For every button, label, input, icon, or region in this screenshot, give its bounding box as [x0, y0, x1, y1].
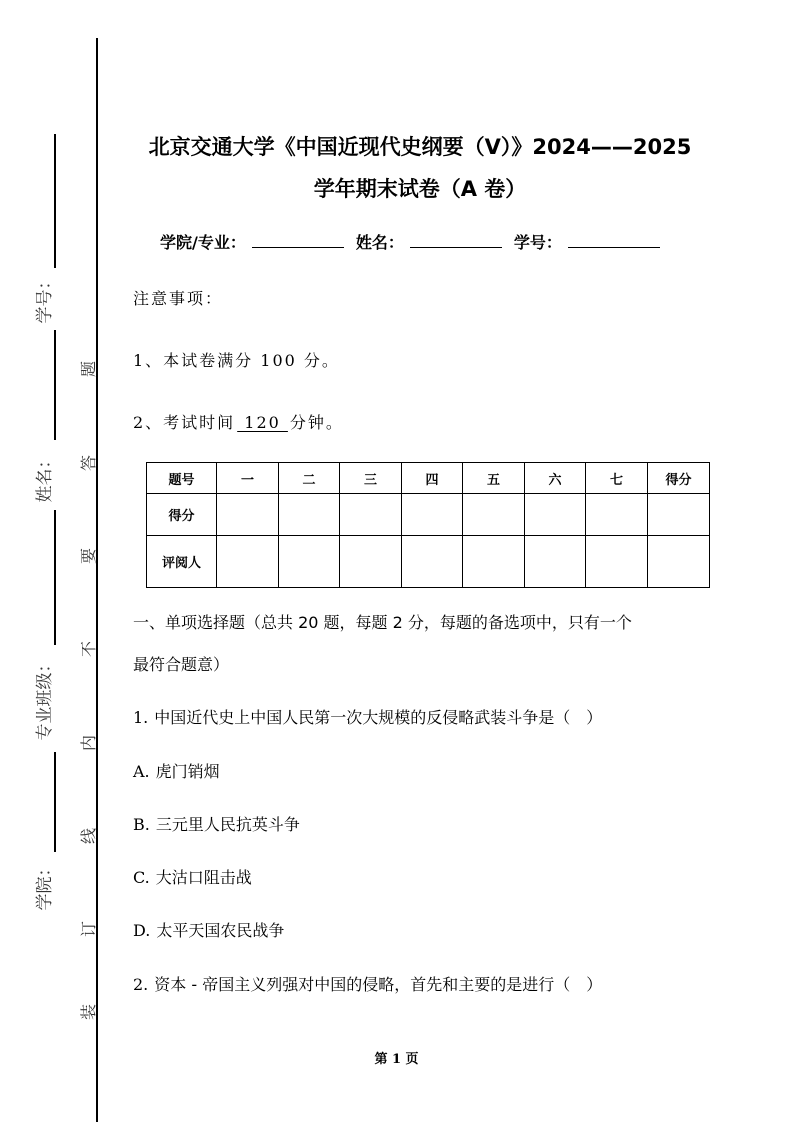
- score-cell[interactable]: [340, 494, 402, 536]
- question-text: 资本 - 帝国主义列强对中国的侵略，首先和主要的是进行（ ）: [154, 975, 603, 994]
- margin-label-college: 学院：: [35, 859, 55, 911]
- option-key: C.: [133, 868, 150, 887]
- notice-item-exam-time: [133, 410, 344, 433]
- seal-char-bu: 不: [79, 641, 98, 658]
- option-key: B.: [133, 815, 150, 834]
- grader-cell[interactable]: [586, 536, 648, 588]
- student-id-field[interactable]: [568, 233, 660, 248]
- question-1: [133, 705, 602, 728]
- header-cell-3: 三: [340, 463, 402, 494]
- question-2: [133, 972, 602, 995]
- section1-heading-line1: 一、单项选择题（总共 20 题，每题 2 分，每题的备选项中，只有一个: [133, 613, 632, 632]
- seal-char-zhuang: 装: [79, 1004, 98, 1021]
- header-cell-7: 七: [586, 463, 648, 494]
- grader-cell[interactable]: [463, 536, 525, 588]
- score-table: [146, 462, 710, 588]
- header-cell-5: 五: [463, 463, 525, 494]
- seal-char-xian: 线: [79, 828, 98, 845]
- name-write-line-top: [54, 330, 56, 440]
- row-label-score: 得分: [147, 494, 217, 536]
- grader-cell[interactable]: [525, 536, 586, 588]
- score-table-header-row: [147, 463, 710, 494]
- grader-cell[interactable]: [279, 536, 340, 588]
- student-info-row: [160, 230, 700, 253]
- header-cell-1: 一: [217, 463, 279, 494]
- name-field[interactable]: [410, 233, 502, 248]
- question-number: 1.: [133, 708, 149, 727]
- header-cell-question-no: 题号: [147, 463, 217, 494]
- notice-heading: 注意事项：: [133, 289, 224, 308]
- seal-char-ti: 题: [79, 361, 98, 378]
- exam-time-prefix: 2、考试时间: [133, 413, 236, 432]
- header-cell-4: 四: [402, 463, 463, 494]
- seal-char-da: 答: [79, 455, 98, 472]
- exam-time-suffix: 分钟。: [289, 413, 344, 432]
- student-id-label: 学号：: [513, 233, 562, 252]
- grader-cell[interactable]: [340, 536, 402, 588]
- section1-heading-line2: 最符合题意）: [133, 655, 230, 674]
- major-class-write-line: [54, 752, 56, 852]
- header-cell-total: 得分: [648, 463, 710, 494]
- name-label: 姓名：: [355, 233, 404, 252]
- option-text: 三元里人民抗英斗争: [155, 815, 300, 834]
- question-number: 2.: [133, 975, 149, 994]
- score-cell[interactable]: [586, 494, 648, 536]
- grader-cell[interactable]: [648, 536, 710, 588]
- header-cell-2: 二: [279, 463, 340, 494]
- binding-outer-line: [96, 38, 98, 1122]
- option-text: 大沽口阻击战: [155, 868, 252, 887]
- margin-label-student-id: 学号：: [35, 272, 55, 324]
- header-cell-6: 六: [525, 463, 586, 494]
- exam-time-value: 120: [237, 413, 288, 432]
- question-1-option-c: [133, 865, 252, 888]
- page-number: 第 1 页: [374, 1052, 419, 1067]
- option-text: 虎门销烟: [155, 762, 220, 781]
- grader-cell[interactable]: [217, 536, 279, 588]
- college-major-field[interactable]: [252, 233, 344, 248]
- question-text: 中国近代史上中国人民第一次大规模的反侵略武装斗争是（ ）: [154, 708, 603, 727]
- question-1-option-d: [133, 918, 284, 941]
- score-table-row-grader: [147, 536, 710, 588]
- exam-title-line1: 北京交通大学《中国近现代史纲要（V）》2024——2025: [148, 135, 692, 159]
- score-cell[interactable]: [217, 494, 279, 536]
- college-major-label: 学院/专业：: [160, 233, 246, 252]
- student-id-write-line: [54, 134, 56, 268]
- seal-char-yao: 要: [79, 548, 98, 565]
- seal-char-ding: 订: [79, 921, 98, 938]
- option-key: D.: [133, 921, 151, 940]
- notice-item-full-score: 1、本试卷满分 100 分。: [133, 351, 340, 370]
- score-cell[interactable]: [463, 494, 525, 536]
- score-table-row-score: [147, 494, 710, 536]
- exam-title-line2: 学年期末试卷（A 卷）: [313, 177, 527, 201]
- margin-label-major-class: 专业班级：: [35, 655, 55, 741]
- grader-cell[interactable]: [402, 536, 463, 588]
- margin-label-name: 姓名：: [35, 451, 55, 503]
- name-write-line: [54, 510, 56, 645]
- score-cell[interactable]: [402, 494, 463, 536]
- question-1-option-b: [133, 812, 300, 835]
- seal-char-nei: 内: [79, 735, 98, 752]
- row-label-grader: 评阅人: [147, 536, 217, 588]
- score-cell[interactable]: [525, 494, 586, 536]
- option-text: 太平天国农民战争: [156, 921, 285, 940]
- score-cell[interactable]: [648, 494, 710, 536]
- question-1-option-a: [133, 759, 220, 782]
- score-cell[interactable]: [279, 494, 340, 536]
- option-key: A.: [133, 762, 150, 781]
